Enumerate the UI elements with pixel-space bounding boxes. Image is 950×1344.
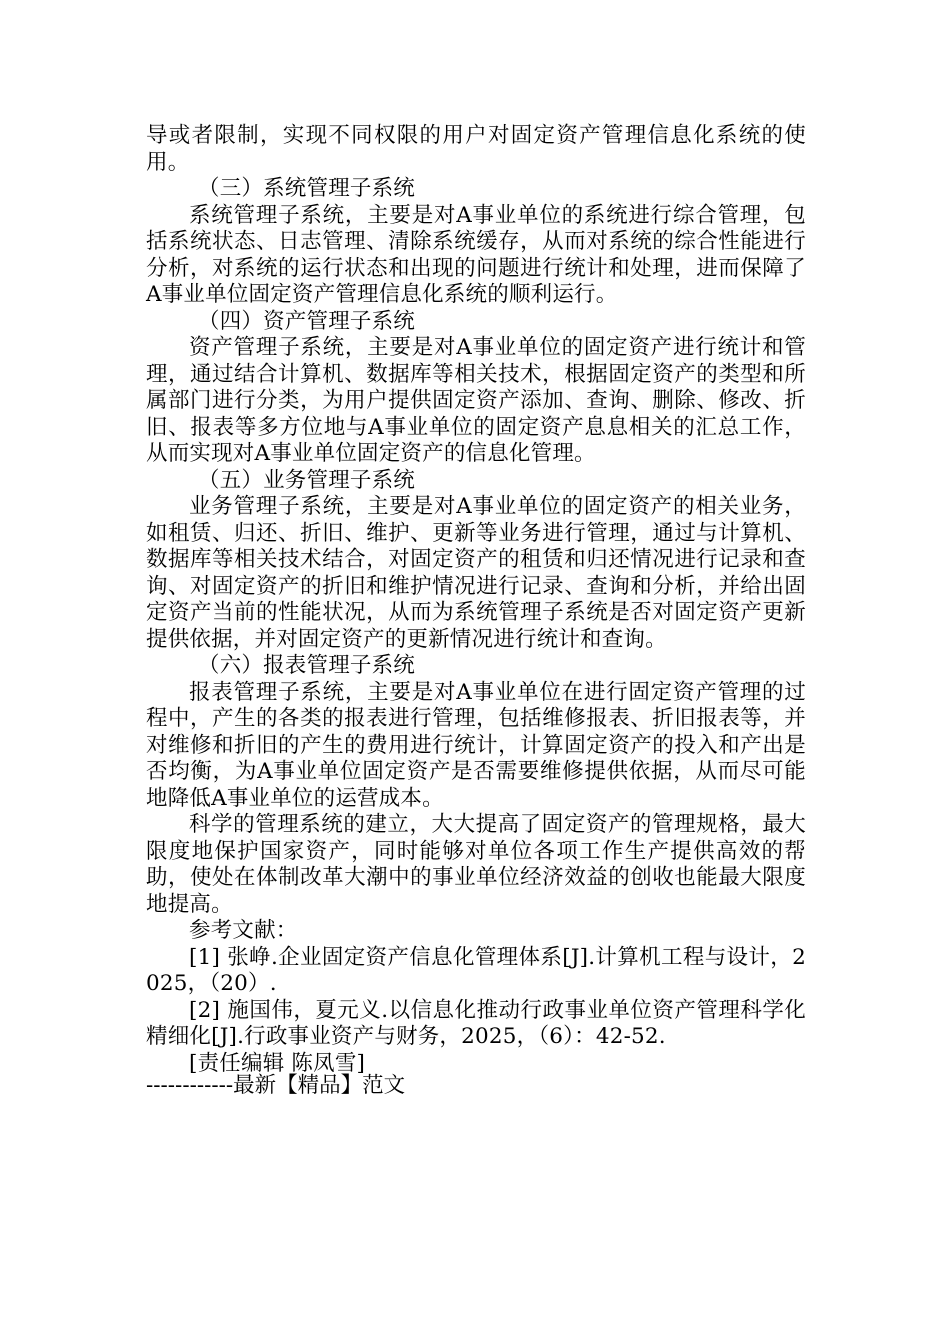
reference-item-2: [2] 施国伟，夏元义.以信息化推动行政事业单位资产管理科学化精细化[J].行政事业资产与财务，2025，（6）：42-52. bbox=[146, 997, 806, 1049]
section-heading-system-management: （三）系统管理子系统 bbox=[198, 176, 416, 201]
paragraph-asset-management: 资产管理子系统，主要是对A事业单位的固定资产进行统计和管理，通过结合计算机、数据库等相关技术，根据固定资产的类型和所属部门进行分类，为用户提供固定资产添加、查询、删除、修改、折旧、报表等多方位地与A事业单位的固定资产息息相关的汇总工作，从而实现对A事业单位固定资产的信息化管理。 bbox=[146, 335, 806, 466]
paragraph-business-management: 业务管理子系统，主要是对A事业单位的固定资产的相关业务，如租赁、归还、折旧、维护、更新等业务进行管理，通过与计算机、数据库等相关技术结合，对固定资产的租赁和归还情况进行记录和查询、对固定资产的折旧和维护情况进行记录、查询和分析，并给出固定资产当前的性能状况，从而为系统管理子系统是否对固定资产更新提供依据，并对固定资产的更新情况进行统计和查询。 bbox=[146, 494, 806, 652]
paragraph-conclusion: 科学的管理系统的建立，大大提高了固定资产的管理规格，最大限度地保护国家资产，同时能够对单位各项工作生产提供高效的帮助，使处在体制改革大潮中的事业单位经济效益的创收也能最大限度地提高。 bbox=[146, 812, 806, 917]
paragraph-report-management: 报表管理子系统，主要是对A事业单位在进行固定资产管理的过程中，产生的各类的报表进行管理，包括维修报表、折旧报表等，并对维修和折旧的产生的费用进行统计，计算固定资产的投入和产出是否均衡，为A事业单位固定资产是否需要维修提供依据，从而尽可能地降低A事业单位的运营成本。 bbox=[146, 679, 806, 811]
section-heading-report-management: （六）报表管理子系统 bbox=[198, 653, 416, 678]
reference-item-1: [1] 张峥.企业固定资产信息化管理体系[J].计算机工程与设计，2025，（20）. bbox=[146, 944, 806, 996]
editor-note: [责任编辑 陈凤雪] bbox=[189, 1050, 366, 1076]
paragraph-system-management: 系统管理子系统，主要是对A事业单位的系统进行综合管理，包括系统状态、日志管理、清除系统缓存，从而对系统的综合性能进行分析，对系统的运行状态和出现的问题进行统计和处理，进而保障了A事业单位固定资产管理信息化系统的顺利运行。 bbox=[146, 202, 806, 307]
paragraph-continuation: 导或者限制，实现不同权限的用户对固定资产管理信息化系统的使用。 bbox=[146, 123, 806, 175]
section-heading-asset-management: （四）资产管理子系统 bbox=[198, 308, 416, 334]
references-heading: 参考文献： bbox=[189, 918, 298, 943]
document-body bbox=[146, 123, 806, 1077]
section-heading-business-management: （五）业务管理子系统 bbox=[198, 467, 416, 493]
footer-banner: ------------最新【精品】范文 bbox=[146, 1073, 406, 1098]
